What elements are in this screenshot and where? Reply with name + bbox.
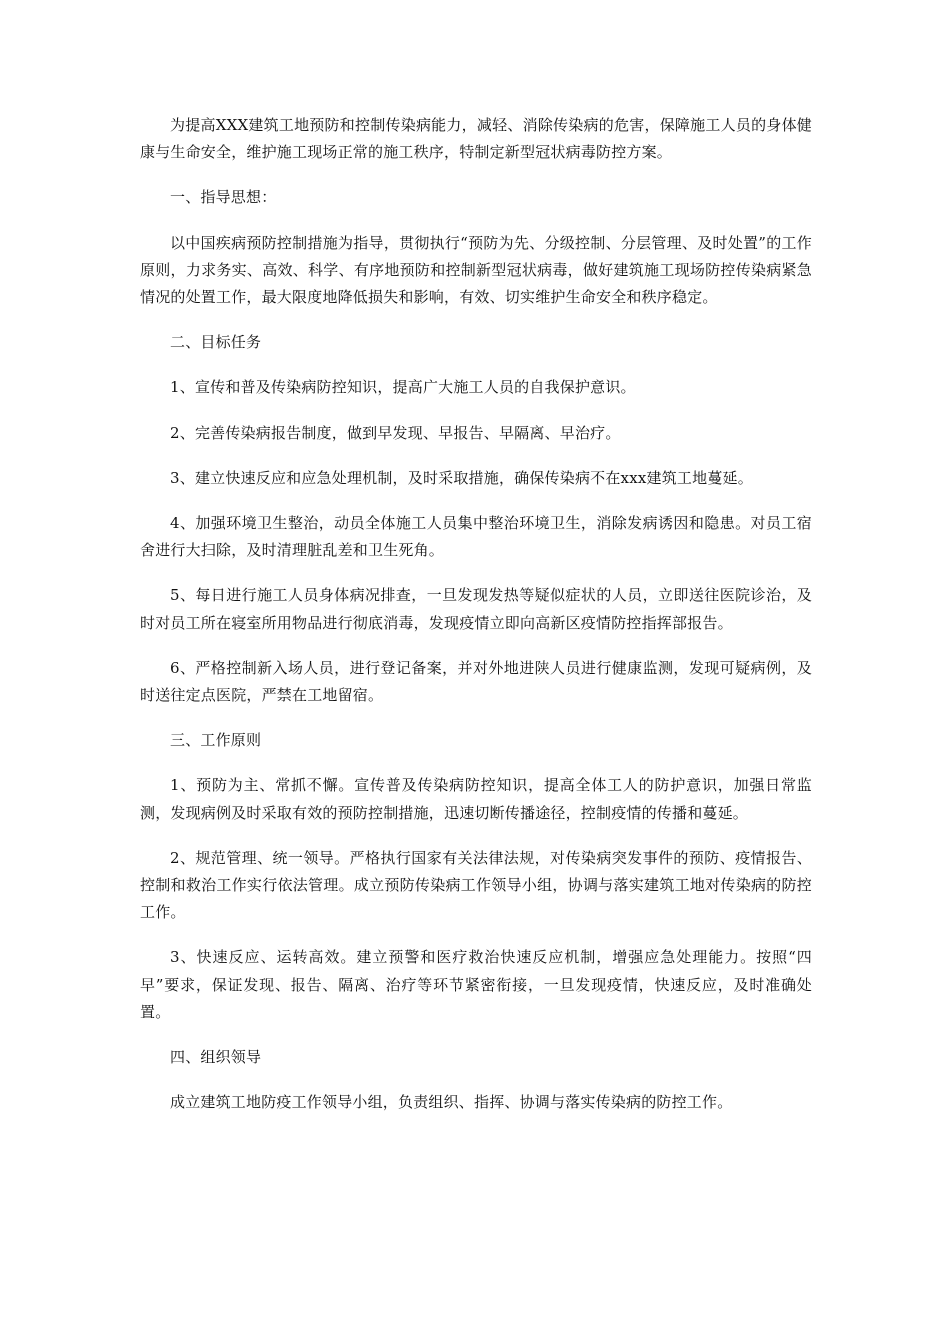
list-item-objective-3: 3、建立快速反应和应急处理机制，及时采取措施，确保传染病不在xxx建筑工地蔓延。 (170, 468, 753, 487)
list-item-objective-6: 6、严格控制新入场人员，进行登记备案，并对外地进陕人员进行健康监测，发现可疑病例，及时送往定点医院，严禁在工地留宿。 (140, 658, 812, 705)
paragraph-organization: 成立建筑工地防疫工作领导小组，负责组织、指挥、协调与落实传染病的防控工作。 (170, 1093, 733, 1112)
section-heading-objectives: 二、目标任务 (170, 333, 262, 352)
section-heading-guiding-ideology: 一、指导思想： (170, 188, 277, 207)
list-item-principle-2: 2、规范管理、统一领导。严格执行国家有关法律法规，对传染病突发事件的预防、疫情报告、控制和救治工作实行依法管理。成立预防传染病工作领导小组，协调与落实建筑工地对传染病的防控工作。 (140, 848, 812, 922)
list-item-objective-4: 4、加强环境卫生整治，动员全体施工人员集中整治环境卫生，消除发病诱因和隐患。对员工宿舍进行大扫除，及时清理脏乱差和卫生死角。 (140, 514, 812, 560)
list-item-objective-2: 2、完善传染病报告制度，做到早发现、早报告、早隔离、早治疗。 (170, 423, 621, 442)
list-item-principle-1: 1、预防为主、常抓不懈。宣传普及传染病防控知识，提高全体工人的防护意识，加强日常监测，发现病例及时采取有效的预防控制措施，迅速切断传播途径，控制疫情的传播和蔓延。 (140, 776, 812, 822)
document-body (140, 112, 812, 1134)
section-heading-organization: 四、组织领导 (170, 1048, 262, 1067)
list-item-principle-3: 3、快速反应、运转高效。建立预警和医疗救治快速反应机制，增强应急处理能力。按照“四早”要求，保证发现、报告、隔离、治疗等环节紧密衔接，一旦发现疫情，快速反应，及时准确处置。 (140, 948, 812, 1021)
list-item-objective-5: 5、每日进行施工人员身体病况排查，一旦发现发热等疑似症状的人员，立即送往医院诊治，及时对员工所在寝室所用物品进行彻底消毒，发现疫情立即向高新区疫情防控指挥部报告。 (140, 586, 812, 632)
paragraph-guiding-ideology: 以中国疾病预防控制措施为指导，贯彻执行“预防为先、分级控制、分层管理、及时处置”的工作原则，力求务实、高效、科学、有序地预防和控制新型冠状病毒，做好建筑施工现场防控传染病紧急情况的处置工作，最大限度地降低损失和影响，有效、切实维护生命安全和秩序稳定。 (140, 233, 812, 307)
paragraph-intro: 为提高XXX建筑工地预防和控制传染病能力，减轻、消除传染病的危害，保障施工人员的身体健康与生命安全，维护施工现场正常的施工秩序，特制定新型冠状病毒防控方案。 (140, 116, 812, 162)
section-heading-principles: 三、工作原则 (170, 731, 262, 750)
list-item-objective-1: 1、宣传和普及传染病防控知识，提高广大施工人员的自我保护意识。 (170, 378, 636, 397)
